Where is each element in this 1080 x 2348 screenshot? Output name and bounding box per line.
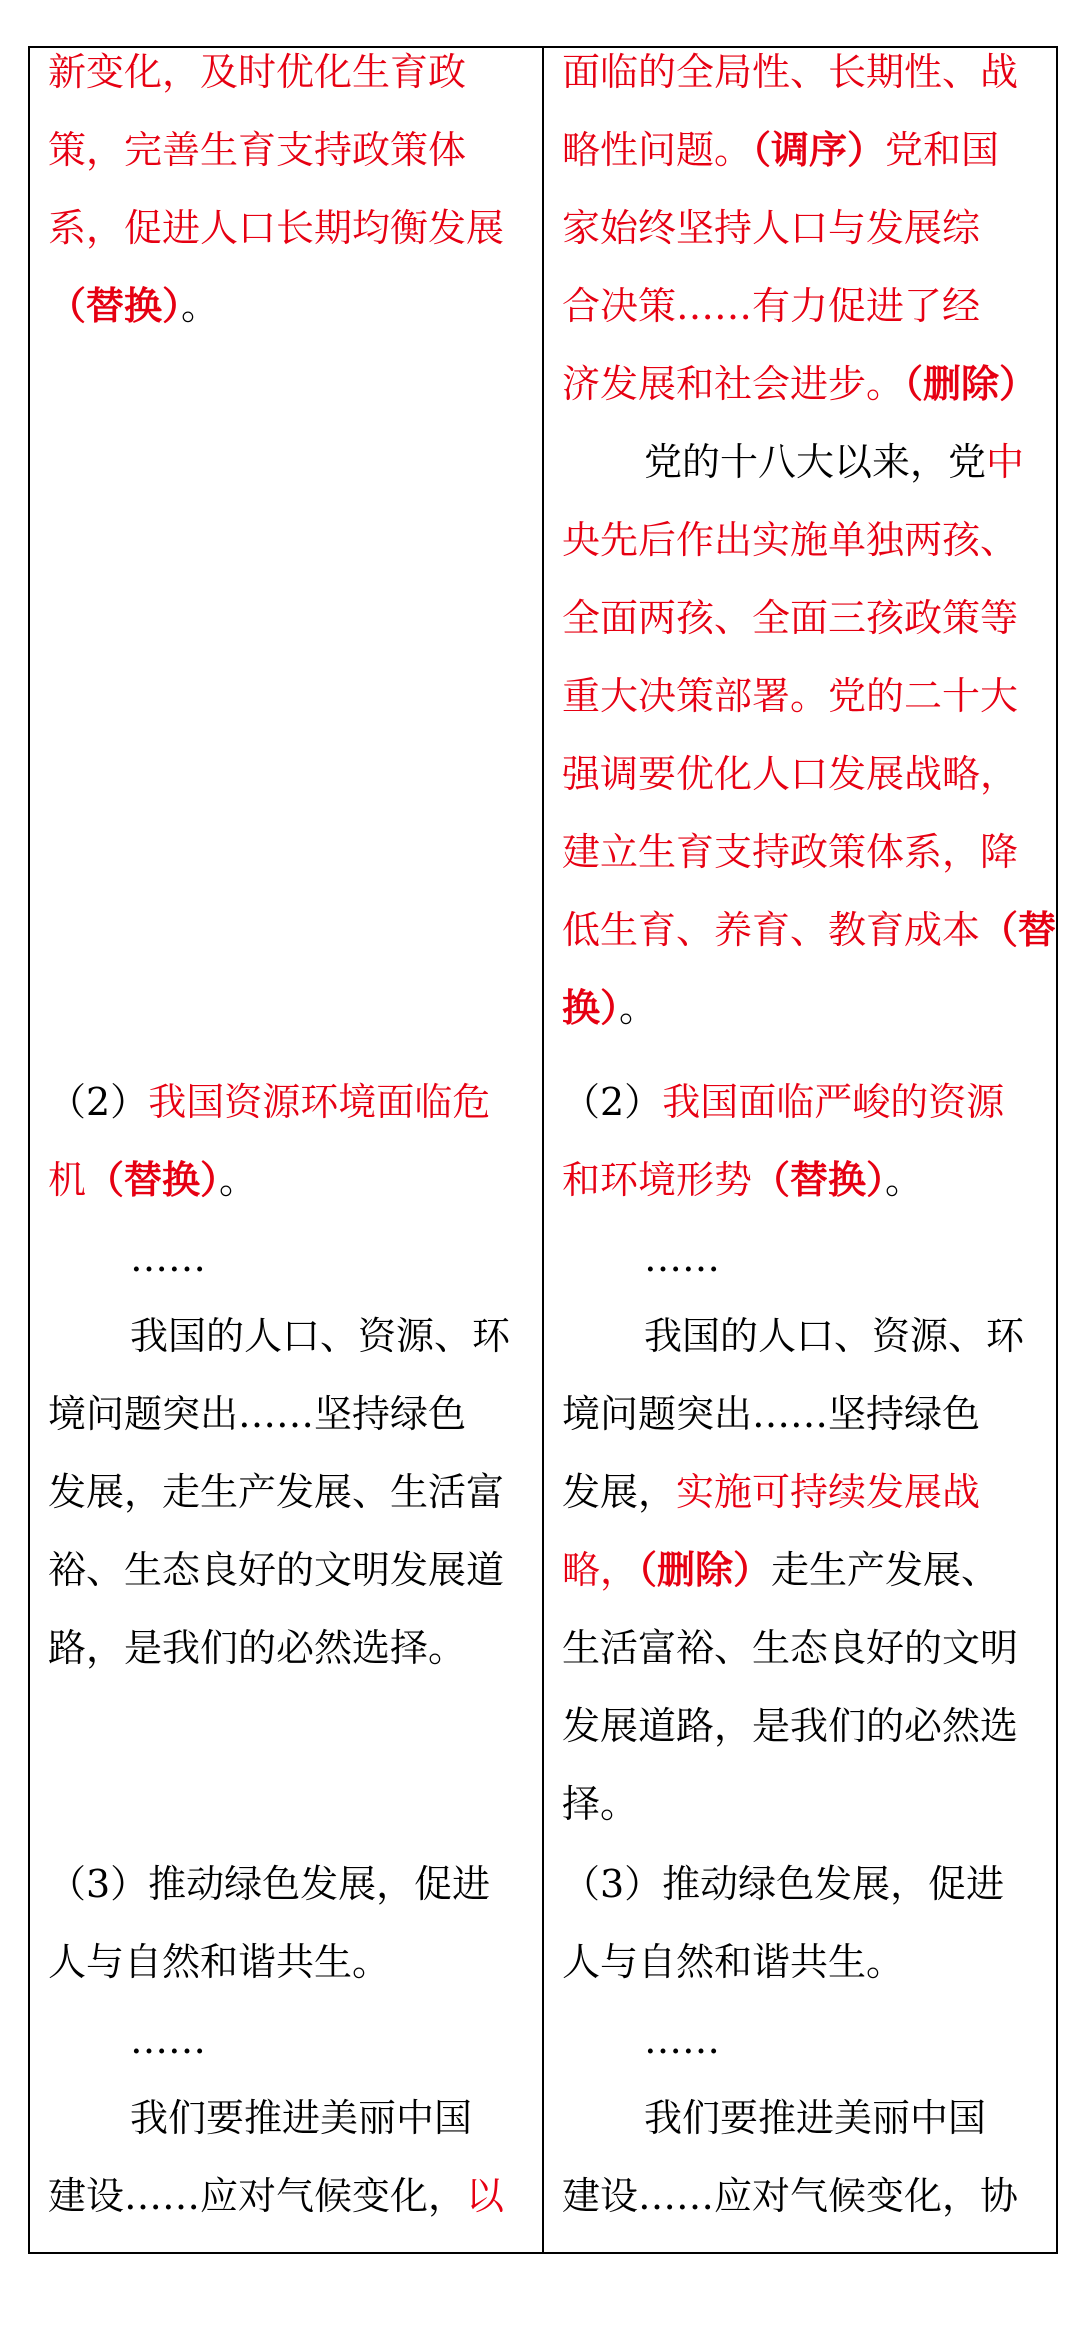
right-text-line (562, 1854, 1042, 1914)
right-text-line (562, 900, 1057, 960)
text-segment: 略性问题。 (562, 128, 753, 172)
left-text-line (48, 1932, 528, 1992)
right-text-line (562, 666, 1042, 726)
left-column (30, 48, 542, 2252)
left-text-line (48, 1462, 528, 1522)
text-segment: …… (644, 2018, 720, 2062)
text-segment: 。 (885, 1158, 924, 1202)
right-text-line (644, 432, 1042, 492)
left-text-line (130, 2088, 528, 2148)
text-segment: 择。 (562, 1782, 639, 1826)
left-text-line (48, 120, 528, 180)
right-text-line (562, 978, 1042, 1038)
comparison-table (28, 46, 1058, 2254)
edit-tag: （替换） (48, 284, 182, 328)
right-text-line (562, 588, 1042, 648)
text-segment: 走生产发展、 (771, 1548, 1000, 1592)
text-segment: 党的十八大以来，党 (644, 440, 987, 484)
text-segment: 。 (219, 1158, 258, 1202)
right-text-line (562, 354, 1042, 414)
text-segment: 低生育、养育、教育成本 (562, 908, 981, 952)
left-column-cell (29, 47, 543, 2253)
text-segment: 央先后作出实施单独两孩、 (562, 518, 1019, 562)
text-segment: …… (130, 2018, 206, 2062)
left-text-line (48, 42, 528, 102)
text-segment: 建立生育支持政策体系，降 (562, 830, 1019, 874)
text-segment: 家始终坚持人口与发展综 (562, 206, 981, 250)
text-segment: 我国面临严峻的资源 (662, 1080, 1005, 1124)
text-segment: 建设……应对气候变化，协 (562, 2174, 1019, 2218)
left-text-line (48, 2166, 528, 2226)
edit-tag: （替换） (86, 1158, 220, 1202)
left-text-line (130, 2010, 528, 2070)
right-text-line (562, 510, 1042, 570)
text-segment: （2） (48, 1080, 149, 1124)
text-segment: 以 (466, 2174, 505, 2218)
text-segment: 中 (986, 440, 1025, 484)
text-segment: 系，促进人口长期均衡发展 (48, 206, 505, 250)
edit-tag: （删除） (904, 362, 1038, 406)
right-text-line (562, 1540, 1042, 1600)
left-text-line (48, 1150, 528, 1210)
text-segment: （3）推动绿色发展，促进 (562, 1862, 1005, 1906)
text-segment: 面临的全局性、长期性、战 (562, 50, 1019, 94)
edit-tag: 换） (562, 986, 620, 1030)
left-text-line (48, 198, 528, 258)
edit-tag: （替换） (752, 1158, 886, 1202)
left-text-line (48, 276, 528, 336)
left-text-line (48, 1854, 528, 1914)
left-text-line (48, 1540, 528, 1600)
text-segment: 策，完善生育支持政策体 (48, 128, 467, 172)
text-segment: 我国的人口、资源、环 (130, 1314, 511, 1358)
text-segment: …… (644, 1236, 720, 1280)
text-segment: 重大决策部署。党的二十大 (562, 674, 1019, 718)
right-text-line (562, 1774, 1042, 1834)
edit-tag: （替 (980, 908, 1057, 952)
text-segment: 我们要推进美丽中国 (644, 2096, 987, 2140)
text-segment: 发展， (562, 1470, 677, 1514)
text-segment: 我国资源环境面临危 (148, 1080, 491, 1124)
right-text-line (562, 744, 1042, 804)
text-segment: （3）推动绿色发展，促进 (48, 1862, 491, 1906)
text-segment: 新变化，及时优化生育政 (48, 50, 467, 94)
edit-tag: （调序） (752, 128, 886, 172)
text-segment: 和环境形势 (562, 1158, 753, 1202)
text-segment: …… (130, 1236, 206, 1280)
text-segment: 路，是我们的必然选择。 (48, 1626, 467, 1670)
left-text-line (48, 1384, 528, 1444)
right-text-line (562, 198, 1042, 258)
right-text-line (562, 1462, 1042, 1522)
text-segment: 生活富裕、生态良好的文明 (562, 1626, 1019, 1670)
text-segment: 机 (48, 1158, 87, 1202)
right-column (544, 48, 1056, 2252)
right-text-line (644, 1306, 1042, 1366)
right-text-line (644, 2088, 1042, 2148)
text-segment: 。 (619, 986, 658, 1030)
left-text-line (130, 1306, 528, 1366)
right-text-line (562, 1696, 1042, 1756)
right-text-line (562, 1072, 1042, 1132)
right-column-cell (543, 47, 1057, 2253)
text-segment: 我们要推进美丽中国 (130, 2096, 473, 2140)
right-text-line (644, 1228, 1042, 1288)
text-segment: 境问题突出……坚持绿色 (562, 1392, 981, 1436)
text-segment: 发展，走生产发展、生活富 (48, 1470, 505, 1514)
right-text-line (562, 2166, 1042, 2226)
right-text-line (562, 42, 1042, 102)
text-segment: 实施可持续发展战 (676, 1470, 981, 1514)
text-segment: 全面两孩、全面三孩政策等 (562, 596, 1019, 640)
text-segment: 济发展和社会进步。 (562, 362, 905, 406)
right-text-line (562, 120, 1042, 180)
right-text-line (562, 822, 1042, 882)
text-segment: 境问题突出……坚持绿色 (48, 1392, 467, 1436)
left-text-line (48, 1072, 528, 1132)
text-segment: 合决策……有力促进了经 (562, 284, 981, 328)
text-segment: 建设……应对气候变化， (48, 2174, 467, 2218)
right-text-line (562, 1150, 1042, 1210)
text-segment: 。 (181, 284, 220, 328)
right-text-line (562, 1384, 1042, 1444)
left-text-line (48, 1618, 528, 1678)
text-segment: 裕、生态良好的文明发展道 (48, 1548, 505, 1592)
text-segment: 我国的人口、资源、环 (644, 1314, 1025, 1358)
left-text-line (130, 1228, 528, 1288)
text-segment: （2） (562, 1080, 663, 1124)
edit-tag: （删除） (638, 1548, 772, 1592)
right-text-line (562, 1932, 1042, 1992)
text-segment: 党和国 (885, 128, 1000, 172)
text-segment: 人与自然和谐共生。 (562, 1940, 905, 1984)
text-segment: 强调要优化人口发展战略， (562, 752, 1019, 796)
text-segment: 人与自然和谐共生。 (48, 1940, 391, 1984)
right-text-line (562, 1618, 1042, 1678)
text-segment: 略， (562, 1548, 639, 1592)
right-text-line (562, 276, 1042, 336)
right-text-line (644, 2010, 1042, 2070)
text-segment: 发展道路，是我们的必然选 (562, 1704, 1019, 1748)
